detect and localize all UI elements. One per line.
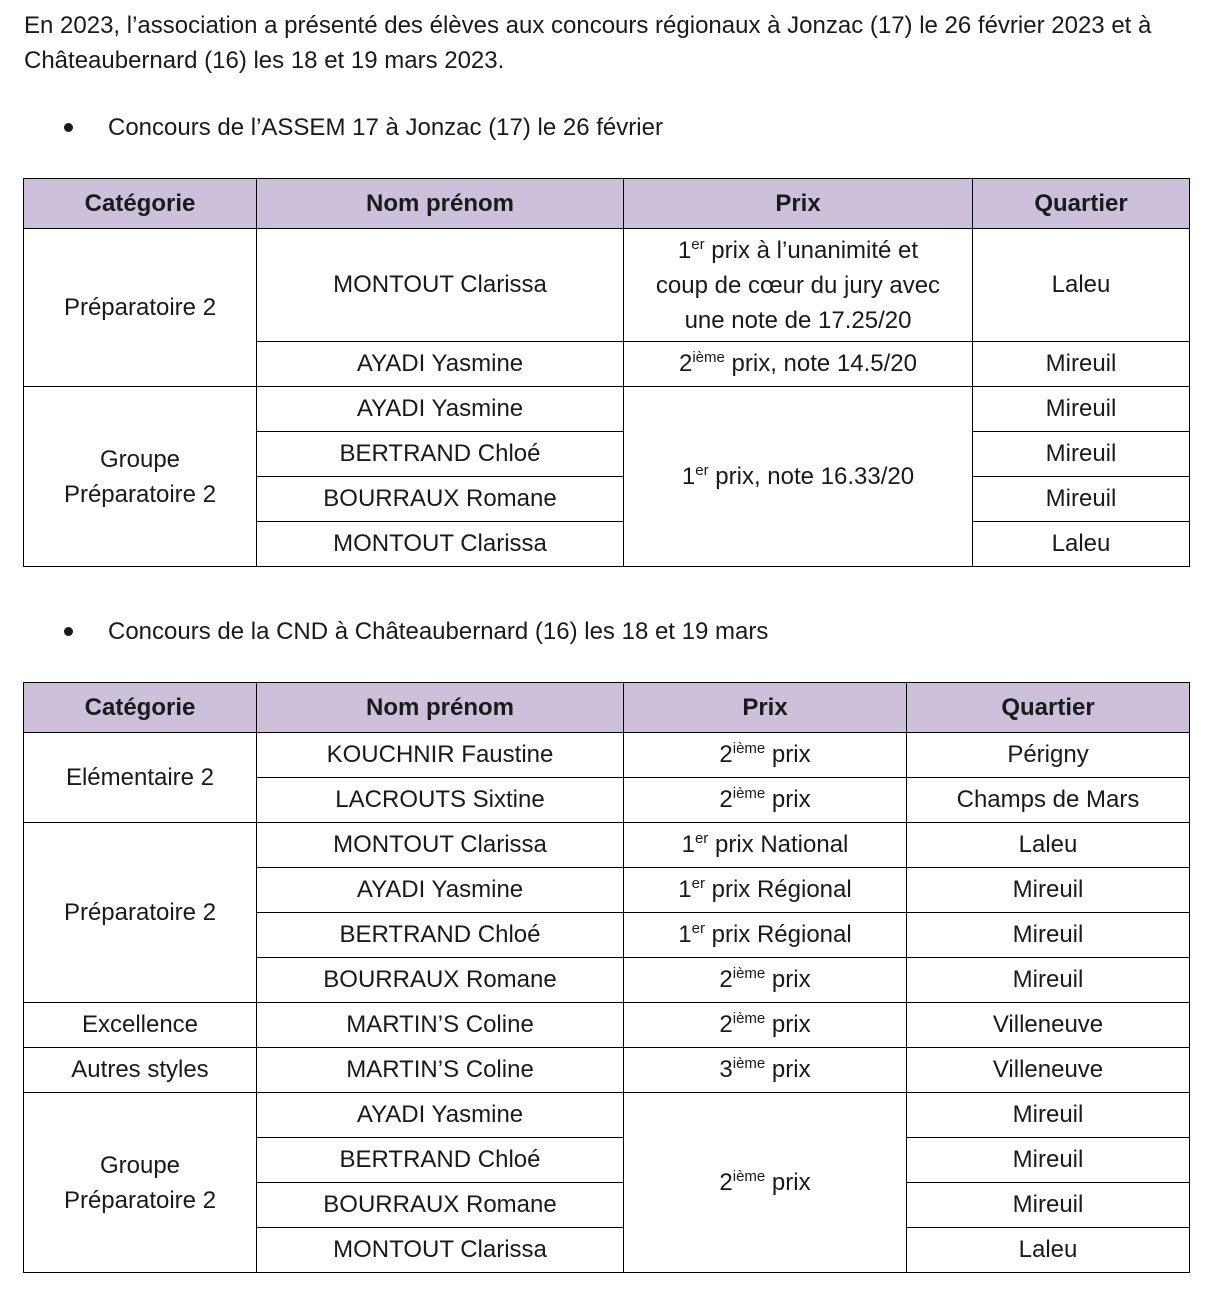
name-cell: BOURRAUX Romane	[257, 477, 624, 522]
header-prize: Prix	[624, 683, 907, 733]
district-cell: Mireuil	[973, 477, 1190, 522]
name-cell: AYADI Yasmine	[257, 342, 624, 387]
assem-results-table	[23, 178, 1190, 567]
header-category: Catégorie	[24, 683, 257, 733]
district-cell: Mireuil	[907, 868, 1190, 913]
name-cell: AYADI Yasmine	[257, 387, 624, 432]
district-cell: Champs de Mars	[907, 778, 1190, 823]
prize-cell: 2ième prix	[624, 1093, 907, 1273]
category-cell: Préparatoire 2	[24, 823, 257, 1003]
category-cell: Groupe Préparatoire 2	[24, 1093, 257, 1273]
prize-cell: 1er prix, note 16.33/20	[624, 387, 973, 567]
name-cell: BOURRAUX Romane	[257, 958, 624, 1003]
name-cell: MARTIN’S Coline	[257, 1048, 624, 1093]
category-cell: Préparatoire 2	[24, 229, 257, 387]
bullet-icon	[64, 627, 73, 636]
district-cell: Mireuil	[907, 1183, 1190, 1228]
name-cell: BERTRAND Chloé	[257, 1138, 624, 1183]
name-cell: BERTRAND Chloé	[257, 913, 624, 958]
name-cell: MONTOUT Clarissa	[257, 522, 624, 567]
header-name: Nom prénom	[257, 179, 624, 229]
header-district: Quartier	[973, 179, 1190, 229]
header-name: Nom prénom	[257, 683, 624, 733]
district-cell: Mireuil	[973, 342, 1190, 387]
name-cell: MARTIN’S Coline	[257, 1003, 624, 1048]
prize-cell: 1er prix Régional	[624, 913, 907, 958]
table-row	[24, 733, 1190, 778]
district-cell: Mireuil	[907, 1138, 1190, 1183]
header-district: Quartier	[907, 683, 1190, 733]
prize-cell: 1er prix Régional	[624, 868, 907, 913]
table-row	[24, 1003, 1190, 1048]
prize-cell: 2ième prix, note 14.5/20	[624, 342, 973, 387]
district-cell: Laleu	[973, 229, 1190, 342]
prize-cell: 3ième prix	[624, 1048, 907, 1093]
header-prize: Prix	[624, 179, 973, 229]
district-cell: Villeneuve	[907, 1048, 1190, 1093]
name-cell: MONTOUT Clarissa	[257, 1228, 624, 1273]
section1-title: Concours de l’ASSEM 17 à Jonzac (17) le 26 février	[108, 114, 663, 141]
name-cell: BERTRAND Chloé	[257, 432, 624, 477]
district-cell: Mireuil	[907, 913, 1190, 958]
table-row	[24, 229, 1190, 342]
category-cell: Elémentaire 2	[24, 733, 257, 823]
prize-cell: 1er prix National	[624, 823, 907, 868]
section2-title: Concours de la CND à Châteaubernard (16) les 18 et 19 mars	[108, 618, 769, 645]
name-cell: AYADI Yasmine	[257, 1093, 624, 1138]
table-row	[24, 1093, 1190, 1138]
prize-cell: 2ième prix	[624, 778, 907, 823]
district-cell: Laleu	[973, 522, 1190, 567]
name-cell: AYADI Yasmine	[257, 868, 624, 913]
cnd-results-table	[23, 682, 1190, 1273]
district-cell: Villeneuve	[907, 1003, 1190, 1048]
name-cell: LACROUTS Sixtine	[257, 778, 624, 823]
table-row	[24, 387, 1190, 432]
district-cell: Mireuil	[907, 1093, 1190, 1138]
intro-paragraph: En 2023, l’association a présenté des élèves aux concours régionaux à Jonzac (17) le 26 février 2023 et à Châteaubernard (16) les 18 et 19 mars 2023.	[24, 12, 1152, 74]
district-cell: Laleu	[907, 823, 1190, 868]
name-cell: KOUCHNIR Faustine	[257, 733, 624, 778]
header-category: Catégorie	[24, 179, 257, 229]
district-cell: Mireuil	[973, 387, 1190, 432]
district-cell: Mireuil	[907, 958, 1190, 1003]
category-cell: Autres styles	[24, 1048, 257, 1093]
prize-cell: 2ième prix	[624, 958, 907, 1003]
category-cell: Groupe Préparatoire 2	[24, 387, 257, 567]
district-cell: Mireuil	[973, 432, 1190, 477]
bullet-icon	[64, 123, 73, 132]
name-cell: BOURRAUX Romane	[257, 1183, 624, 1228]
table-header-row	[24, 683, 1190, 733]
prize-cell: 2ième prix	[624, 1003, 907, 1048]
prize-cell: 1er prix à l’unanimité et coup de cœur du jury avec une note de 17.25/20	[624, 229, 973, 342]
category-cell: Excellence	[24, 1003, 257, 1048]
table-row	[24, 1048, 1190, 1093]
table-header-row	[24, 179, 1190, 229]
district-cell: Périgny	[907, 733, 1190, 778]
prize-cell: 2ième prix	[624, 733, 907, 778]
name-cell: MONTOUT Clarissa	[257, 823, 624, 868]
name-cell: MONTOUT Clarissa	[257, 229, 624, 342]
district-cell: Laleu	[907, 1228, 1190, 1273]
table-row	[24, 823, 1190, 868]
